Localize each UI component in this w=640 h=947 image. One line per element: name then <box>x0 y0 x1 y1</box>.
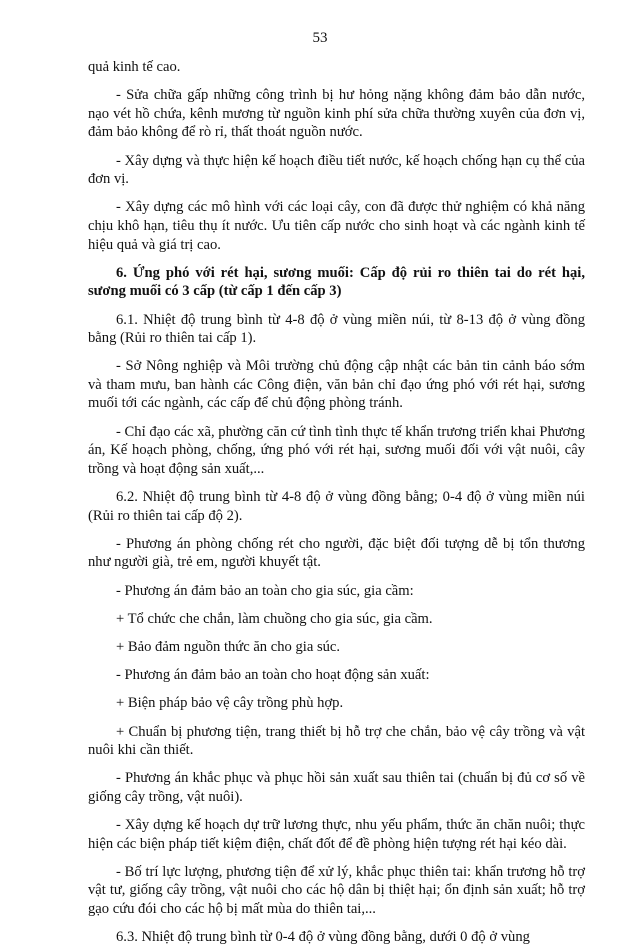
paragraph-drought-models: - Xây dựng các mô hình với các loại cây, con đã được thử nghiệm có khả năng chịu khô hạn, tiêu thụ ít nước. Ưu tiên cấp nước cho sinh hoạt và các ngành kinh tế hiệu quả và giá trị cao. <box>88 199 585 253</box>
paragraph-level-2: 6.2. Nhiệt độ trung bình từ 4-8 độ ở vùng đồng bằng; 0-4 độ ở vùng miền núi (Rủi ro thiên tai cấp độ 2). <box>88 489 585 524</box>
page-body <box>88 58 585 947</box>
paragraph-production-safety: - Phương án đảm bảo an toàn cho hoạt động sản xuất: <box>116 667 430 684</box>
paragraph-shelter-livestock: + Tổ chức che chắn, làm chuồng cho gia súc, gia cầm. <box>116 610 433 627</box>
paragraph-water-plan: - Xây dựng và thực hiện kế hoạch điều tiết nước, kế hoạch chống hạn cụ thể của đơn vị. <box>88 152 585 188</box>
paragraph-protect-people: - Phương án phòng chống rét cho người, đặc biệt đối tượng dễ bị tổn thương như người già, trẻ em, người khuyết tật. <box>88 535 585 571</box>
section-heading-cold-frost: 6. Ứng phó với rét hại, sương muối: Cấp độ rủi ro thiên tai do rét hại, sương muối có 3 cấp (từ cấp 1 đến cấp 3) <box>88 264 585 300</box>
paragraph-continuation: quả kinh tế cao. <box>88 59 181 75</box>
paragraph-repair-works: - Sửa chữa gấp những công trình bị hư hỏng nặng không đảm bảo dẫn nước, nạo vét hồ chứa, kênh mương từ nguồn kinh phí sửa chữa thường xuyên của đơn vị, đảm bảo không để rò rỉ, thất thoát nguồn nước. <box>88 87 585 141</box>
paragraph-level-3: 6.3. Nhiệt độ trung bình từ 0-4 độ ở vùng đồng bằng, dưới 0 độ ở vùng <box>116 929 530 946</box>
paragraph-crop-protection: + Biện pháp bảo vệ cây trồng phù hợp. <box>116 695 344 712</box>
paragraph-early-warning: - Sở Nông nghiệp và Môi trường chủ động cập nhật các bản tin cảnh báo sớm và tham mưu, ban hành các Công điện, văn bản chỉ đạo ứng phó với rét hại, sương muối tới các ngành, các cấp để chủ động phòng tránh. <box>88 358 585 412</box>
paragraph-recovery: - Phương án khắc phục và phục hồi sản xuất sau thiên tai (chuẩn bị đủ cơ số về giống cây trồng, vật nuôi). <box>88 770 585 805</box>
page-number: 53 <box>312 30 328 46</box>
paragraph-feed-supply: + Bảo đảm nguồn thức ăn cho gia súc. <box>116 638 341 655</box>
paragraph-direct-communes: - Chỉ đạo các xã, phường căn cứ tình tình thực tế khẩn trương triển khai Phương án, Kế hoạch phòng, chống, ứng phó với rét hại, sương muối đối với vật nuôi, cây trồng và hoạt động sản xuất,... <box>88 423 585 477</box>
paragraph-level-1: 6.1. Nhiệt độ trung bình từ 4-8 độ ở vùng miền núi, từ 8-13 độ ở vùng đồng bằng (Rủi ro thiên tai cấp 1). <box>88 311 585 347</box>
paragraph-forces: - Bố trí lực lượng, phương tiện để xử lý, khắc phục thiên tai: khẩn trương hỗ trợ vật tư, giống cây trồng, vật nuôi cho các hộ dân bị thiệt hại; ổn định sản xuất; hỗ trợ gạo cứu đói cho các hộ bị mất mùa do thiên tai,... <box>88 863 585 918</box>
paragraph-reserves: - Xây dựng kế hoạch dự trữ lương thực, nhu yếu phẩm, thức ăn chăn nuôi; thực hiện các biện pháp tiết kiệm điện, chất đốt để đề phòng hiện tượng rét hại kéo dài. <box>88 817 585 852</box>
paragraph-equipment: + Chuẩn bị phương tiện, trang thiết bị hỗ trợ che chắn, bảo vệ cây trồng và vật nuôi khi cần thiết. <box>88 723 585 759</box>
paragraph-livestock-safety: - Phương án đảm bảo an toàn cho gia súc, gia cầm: <box>116 582 414 599</box>
